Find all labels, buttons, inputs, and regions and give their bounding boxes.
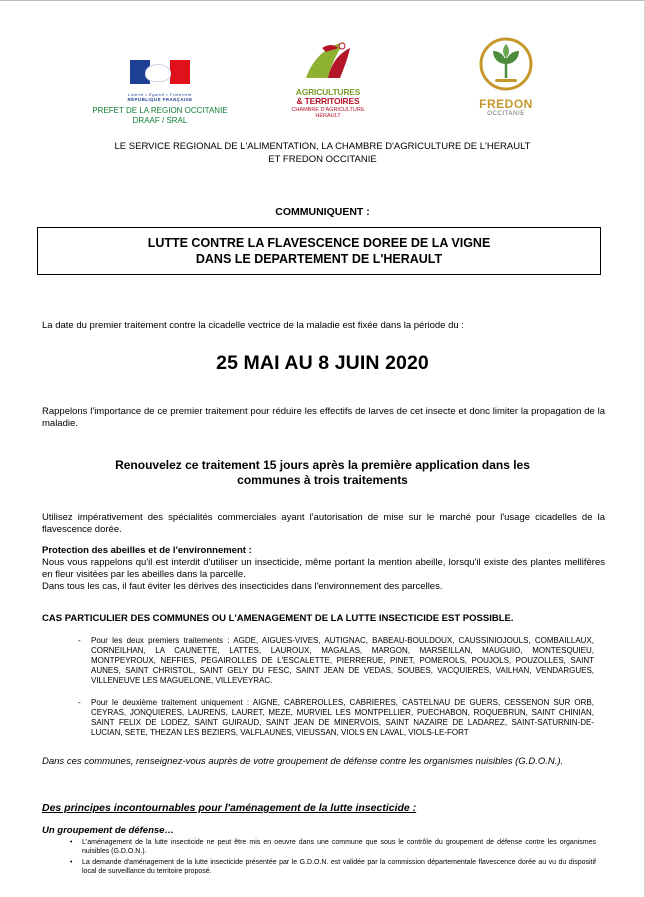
list-dash: - (78, 698, 81, 707)
draaf-line: DRAAF / SRAL (132, 116, 188, 125)
protection-heading: Protection des abeilles et de l'environnement : (42, 545, 252, 556)
prefet-line: PREFET DE LA REGION OCCITANIE (92, 106, 228, 115)
communes-list (78, 636, 594, 738)
page-top-border (0, 0, 645, 1)
chambre-agriculture-icon (298, 38, 358, 82)
rappel-paragraph: Rappelons l'importance de ce premier traitement pour réduire les effectifs de larves de cet insecte et donc limiter la propagation de la maladie. (42, 406, 605, 429)
ca-line-chambre: CHAMBRE D'AGRICULTURE (291, 107, 365, 113)
title-line-2: DANS LE DEPARTEMENT DE L'HERAULT (195, 252, 443, 266)
cas-particulier-heading: CAS PARTICULIER DES COMMUNES OU L'AMENAGEMENT DE LA LUTTE INSECTICIDE EST POSSIBLE. (42, 613, 514, 624)
fredon-logo (470, 36, 542, 118)
groupement-heading: Un groupement de défense… (42, 825, 174, 836)
renew-line-1: Renouvelez ce traitement 15 jours après la première application dans les (115, 458, 530, 472)
renew-line-2: communes à trois traitements (237, 473, 408, 487)
ca-line-herault: HÉRAULT (315, 113, 341, 119)
principe-1-text: L'aménagement de la lutte insecticide ne peut être mis en oeuvre dans une commune que sous le contrôle du groupement de défense contre les organismes nuisibles (G.D.O.N.). (82, 839, 596, 855)
principes-heading: Des principes incontournables pour l'aménagement de la lutte insecticide : (42, 802, 417, 814)
communes-deuxieme-text: Pour le deuxième traitement uniquement : AIGNE, CABREROLLES, CABRIERES, CASTELNAU DE GUERS, CESSENON SUR ORB, CEYRAS, JONQUIERES, LAURENS, LAURET, MEZE, MURVIEL LES MONTPELLIER, PUECHABON, ROQUEBRUN, SAINT CHINIAN, SAINT FELIX DE LODEZ, SAINT GUIRAUD, SAINT JEAN DE MINERVOIS, SAINT NAZAIRE DE LADAREZ, SAINT-SATURNIN-DE-LUCIAN, SETE, THEZAN LES BEZIERS, VALFLAUNES, VIEUSSAN, VIOLS EN LAVAL, VIOLS-LE-FORT (91, 698, 594, 737)
protection-paragraph-1: Nous vous rappelons qu'il est interdit d'utiliser un insecticide, même portant la mention abeille, lorsqu'il existe des plantes mellifères en fleur visitées par les abeilles dans la parcelle. (42, 557, 605, 580)
communes-deux-text: Pour les deux premiers traitements : AGDE, AIGUES-VIVES, AUTIGNAC, BABEAU-BOULDOUX, CAUSSINIOJOULS, COMBAILLAUX, CORNEILHAN, LA CAUNETTE, LATTES, LAUROUX, MAGALAS, MARGON, MARSEILLAN, MAUGUIO, MONTESQUIEU, MONTPEYROUX, NEFFIES, PEGAIROLLES DE L'ESCALETTE, PIERRERUE, PINET, POMEROLS, POUJOLS, POUZOLLES, SAINT AUNES, SAINT CHRISTOL, SAINT GELY DU FESC, SAINT JEAN DE VEDAS, SOUBES, VACQUIERES, VAILHAN, VENDARGUES, VILLENEUVE LES MAGUELONE, VILLEVEYRAC. (91, 636, 594, 685)
prefet-logo (60, 60, 260, 126)
title-line-1: LUTTE CONTRE LA FLAVESCENCE DOREE DE LA VIGNE (147, 236, 491, 250)
gdon-note: Dans ces communes, renseignez-vous auprès de votre groupement de défense contre les organismes nuisibles (G.D.O.N.). (42, 756, 564, 767)
principe-item-1 (64, 838, 596, 856)
rf-name: RÉPUBLIQUE FRANÇAISE (127, 97, 193, 102)
ca-line-agricultures: AGRICULTURES (295, 87, 361, 97)
chambre-agriculture-logo (282, 38, 374, 119)
bullet-icon: • (70, 839, 73, 846)
communes-deux-traitements (78, 636, 594, 686)
ca-line-territoires: & TERRITOIRES (296, 96, 360, 106)
principe-item-2 (64, 858, 596, 876)
fredon-plant-icon (478, 36, 534, 92)
bullet-icon: • (70, 859, 73, 866)
fredon-subtitle: OCCITANIE (487, 111, 525, 117)
protection-paragraph-2: Dans tous les cas, il faut éviter les dérives des insecticides dans l'environnement des parcelles. (42, 581, 443, 592)
intro-line-1: LE SERVICE REGIONAL DE L'ALIMENTATION, LA CHAMBRE D'AGRICULTURE DE L'HERAULT (114, 141, 531, 152)
communiquent-heading: COMMUNIQUENT : (275, 206, 370, 218)
list-dash: - (78, 636, 81, 645)
fredon-name: FREDON (479, 97, 533, 111)
intro-line-2: ET FREDON OCCITANIE (268, 154, 377, 165)
date-range: 25 MAI AU 8 JUIN 2020 (216, 352, 429, 374)
date-intro: La date du premier traitement contre la cicadelle vectrice de la maladie est fixée dans la période du : (42, 320, 464, 331)
principe-2-text: La demande d'aménagement de la lutte insecticide présentée par le G.D.O.N. est validée par la commission départementale flavescence dorée au vu du dispositif local de surveillance du territoire proposé. (82, 859, 596, 875)
rf-motto: Liberté • Égalité • Fraternité (128, 92, 192, 97)
title-box (37, 227, 601, 275)
marianne-flag-icon (130, 60, 190, 84)
utilisez-paragraph: Utilisez impérativement des spécialités commerciales ayant l'autorisation de mise sur le marché pour l'usage cicadelles de la flavescence dorée. (42, 512, 605, 535)
principes-list (64, 838, 596, 878)
communes-deuxieme-traitement (78, 698, 594, 738)
